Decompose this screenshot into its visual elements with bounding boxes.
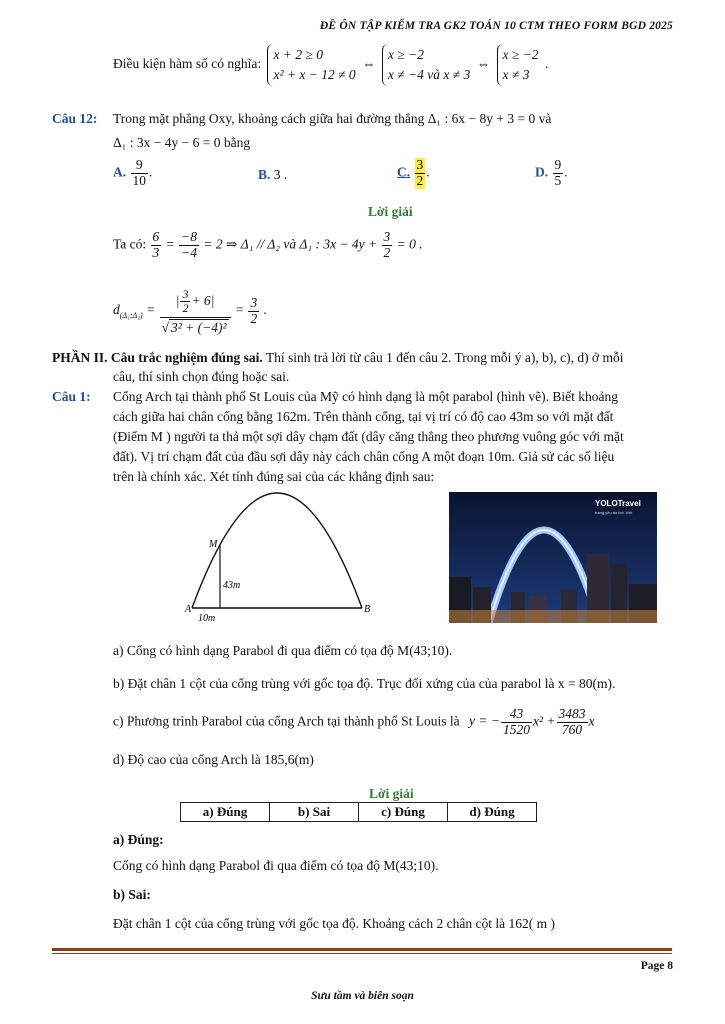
- q12-distance-formula: $d_{(\Delta_1;\Delta_2)}$ = | $\frac{3}{2}$ + 6| √ 3² + (−4)² = $\frac{3}{2}$ .: [113, 287, 267, 336]
- frac-den: 2: [182, 301, 189, 316]
- fig-label-a: A: [185, 604, 192, 615]
- photo-brand: YOLOTravel: [595, 499, 641, 508]
- parabola-curve: [192, 493, 362, 608]
- dot: .: [263, 302, 267, 318]
- parabola-figure: [180, 488, 380, 626]
- frac-num: 3483: [558, 706, 586, 721]
- dist-label: d: [113, 302, 120, 318]
- condition-line: [113, 44, 548, 86]
- eq-y: y = −: [469, 713, 500, 729]
- equals: =: [234, 302, 245, 318]
- answer-cell: d) Đúng: [448, 803, 537, 822]
- frac-num: 3: [250, 294, 258, 310]
- q12-option-d: [535, 158, 568, 189]
- tail: .: [426, 164, 430, 180]
- q1-statement-a: a) Cổng có hình dạng Parabol đi qua điểm có tọa độ M(43;10).: [113, 643, 453, 658]
- tail: .: [564, 164, 568, 180]
- q12-solution-title: Lời giải: [368, 204, 413, 219]
- frac-num: 9: [131, 158, 149, 174]
- sys2-row1: x ≥ −2: [387, 47, 424, 62]
- q1-answer-a-text: Cổng có hình dạng Parabol đi qua điểm có tọa độ M(43;10).: [113, 858, 439, 873]
- q1-answer-b-text: Đặt chân 1 cột của cổng trùng với gốc tọa độ. Khoảng cách 2 chân cột là 162( m ): [113, 916, 555, 931]
- part2-text: Thí sinh trả lời từ câu 1 đến câu 2. Trong mỗi ý a), b), c), d) ở mỗi: [262, 350, 624, 365]
- frac-num: 43: [501, 707, 532, 723]
- frac-num: −8: [181, 229, 198, 244]
- eq-mid: x² +: [533, 713, 556, 729]
- frac-num: 3: [383, 229, 391, 244]
- answer-cell: b) Sai: [270, 803, 359, 822]
- photo-city-lights: [449, 610, 657, 623]
- frac-num: 3: [182, 287, 189, 301]
- frac-den: 2: [250, 310, 258, 326]
- frac-den: 10: [132, 172, 146, 188]
- sys1-row2: x² + x − 12 ≠ 0: [273, 67, 356, 82]
- option-letter: D.: [535, 164, 549, 180]
- part2-heading: [52, 350, 623, 366]
- q1-line-1: Cổng Arch tại thành phố St Louis của Mỹ có hình dạng là một parabol (hình vẽ). Biết khoảng: [113, 389, 619, 404]
- sys3-row1: x ≥ −2: [502, 47, 539, 62]
- dist-den: 3² + (−4)²: [171, 320, 227, 336]
- q1-line-4: đất). Vị trí chạm đất của đầu sợi dây này cách chân cổng A một đoạn 10m. Giả sử các số liệu: [113, 449, 615, 464]
- q12-option-c: [397, 158, 430, 189]
- footer-credit: Sưu tầm và biên soạn: [311, 990, 414, 1002]
- q1-solution-title: Lời giải: [369, 786, 414, 801]
- fig-label-m: M: [209, 539, 218, 550]
- frac-num: 6: [152, 229, 160, 244]
- frac-num: 3: [416, 157, 424, 172]
- ta-co: Ta có:: [113, 236, 147, 252]
- tail: .: [149, 164, 153, 180]
- q1-answer-a-head: a) Đúng:: [113, 832, 164, 847]
- frac-den: 2: [383, 244, 391, 260]
- gateway-arch-photo: [449, 492, 657, 623]
- option-letter: C.: [397, 164, 411, 180]
- equals: =: [146, 302, 156, 318]
- dist-sub: (Δ₁;Δ₂): [119, 310, 143, 320]
- q1-line-3: (Điểm M ) người ta thả một sợi dây chạm đất (dây căng thẳng theo phương vuông góc với mặt: [113, 429, 624, 444]
- condition-label: Điều kiện hàm số có nghĩa:: [113, 56, 262, 72]
- equals: =: [165, 236, 175, 252]
- sys1-row1: x + 2 ≥ 0: [273, 47, 323, 62]
- frac-den: 1520: [503, 721, 530, 737]
- option-value: 3 .: [273, 167, 288, 182]
- photo-brand-tagline: trang yêu du lịch Việt: [595, 510, 633, 515]
- ratio-end: = 0 .: [396, 236, 423, 252]
- num-rest: + 6: [191, 292, 211, 308]
- option-letter: A.: [113, 164, 127, 180]
- page-header: ĐỀ ÔN TẬP KIỂM TRA GK2 TOÁN 10 CTM THEO FORM BGD 2025: [319, 20, 673, 32]
- ratio-rest: = 2 ⇒ Δ₁ // Δ₂ và Δ₁ : 3x − 4y +: [203, 236, 378, 252]
- q1-statement-b: b) Đặt chân 1 cột của cổng trùng với gốc tọa độ. Trục đối xứng của của parabol là x = 80(m).: [113, 676, 616, 691]
- fig-label-b: B: [364, 604, 371, 615]
- q1-line-5: trên là chính xác. Xét tính đúng sai của các khẳng định sau:: [113, 469, 435, 484]
- q12-option-b: [258, 167, 287, 183]
- frac-den: −4: [181, 244, 198, 260]
- sys2-row2: x ≠ −4 và x ≠ 3: [387, 67, 471, 82]
- q12-option-a: [113, 158, 152, 189]
- answer-table: [180, 802, 537, 822]
- frac-den: 3: [152, 244, 160, 260]
- frac-den: 2: [416, 172, 424, 188]
- eq-end: x: [588, 713, 595, 729]
- equiv-arrow: ⇔: [362, 56, 376, 72]
- q1-label: Câu 1:: [52, 389, 91, 404]
- q1-line-2: cách giữa hai chân cổng bằng 162m. Trên thành cổng, tại vị trí có độ cao 43m so với mặt đất: [113, 409, 614, 424]
- frac-num: 9: [554, 157, 562, 172]
- q12-label: Câu 12:: [52, 111, 98, 126]
- q1-statement-d: d) Độ cao của cổng Arch là 185,6(m): [113, 752, 314, 767]
- footer-rule-thin: [52, 953, 672, 954]
- fig-label-height: 43m: [223, 580, 241, 591]
- option-letter: B.: [258, 167, 271, 182]
- frac-den: 5: [554, 172, 562, 188]
- q1-answer-b-head: b) Sai:: [113, 887, 151, 902]
- answer-cell: c) Đúng: [359, 803, 448, 822]
- part2-text-2: câu, thí sinh chọn đúng hoặc sai.: [113, 369, 290, 384]
- answer-row: [181, 803, 537, 822]
- q12-ratio-line: [113, 230, 423, 261]
- fig-label-distance: 10m: [198, 613, 216, 624]
- statement-c-text: c) Phương trình Parabol của cổng Arch tại thành phố St Louis là: [113, 713, 460, 729]
- q1-statement-c: [113, 707, 595, 738]
- footer-rule: [52, 948, 672, 951]
- q12-text-1: Trong mặt phẳng Oxy, khoảng cách giữa hai đường thẳng Δ₁ : 6x − 8y + 3 = 0 và: [113, 111, 552, 126]
- part2-title: PHẦN II. Câu trắc nghiệm đúng sai.: [52, 350, 263, 365]
- equiv-arrow: ⇔: [476, 56, 491, 72]
- q12-text-2: Δ₁ : 3x − 4y − 6 = 0 bằng: [113, 135, 251, 150]
- page-number: Page 8: [640, 960, 673, 972]
- sys3-row2: x ≠ 3: [502, 67, 530, 82]
- dot: .: [544, 56, 549, 72]
- frac-den: 760: [561, 721, 583, 737]
- answer-cell: a) Đúng: [181, 803, 270, 822]
